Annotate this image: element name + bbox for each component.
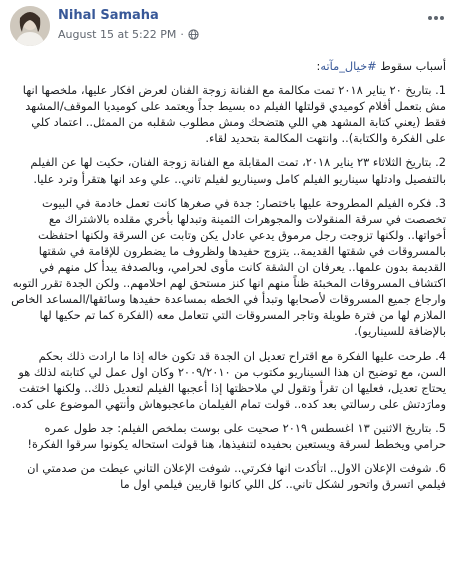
- avatar[interactable]: [10, 6, 50, 46]
- paragraph-2: 2. بتاريخ الثلاثاء ٢٣ يناير ٢٠١٨، تمت المقابلة مع الفنانة زوجة الفنان، حكيت لها عن الفيلم بالتفصيل وادتلها سيناريو الفيلم كامل وسيناريو لفيلم تاني.. علي وعد انها هتقرأ وترد عليا.: [30, 155, 446, 186]
- post-title: [10, 58, 446, 74]
- post-meta: August 15 at 5:22 PM ·: [58, 28, 199, 41]
- post-text: [0, 58, 456, 492]
- hashtag-link[interactable]: #خيال_مآته: [320, 59, 377, 73]
- paragraph-1: 1. بتاريخ ٢٠ يناير ٢٠١٨ تمت مكالمة مع الفنانة زوجة الفنان لعرض افكار عليها، ملخصها انها مش بتعمل أفلام كوميدي قولتلها الفيلم ده بسيط جداً ويعتمد على كوميديا الموقف/المشهد فقط (يعني كتابة المشهد هي اللي هتضحك ومش مطلوب شقلبه من الممثل.. اعتماد كلي على الفكرة والكتابة).. وانتهت المكالمة بتحديد لقاء.: [22, 83, 446, 146]
- paragraph-3: 3. فكره الفيلم المطروحة عليها باختصار: جدة في صغرها كانت تعمل خادمة في البيوت تخصصت في سرقة المنقولات والمجوهرات الثمينة وتبدلها بأخري مقلده بالاشتراك مع أخواتها.. ولكنها تزوجت رجل مرموق يدعي عادل يكن وتابت عن السرقة ولكنها احتفظت بالمسروقات في شقتها القديمة.. يتزوج حفيدها ولظروف ما يضطرون للإقامة في شقتها القديمة بدون علمها.. يعرفان ان الشقة كانت مأوى لحرامي، وبالصدفة يبدأ كل منهم في اكتشاف المسروقات المخبئة ظناً منهم انها كنز مستحق لهم احلامهم.. ولكن الجدة تقرر التوبه وارجاع جميع المسروقات لأصحابها وتبدأ في الخطه بمساعدة حفيدها وسائقها/المساعد الخاص الملازم لها من فترة طويلة وتاجر المسروقات التي تتعامل معه (الفكرة كما تم حكيها لها بالإضافة للسيناريو).: [11, 195, 446, 339]
- author-name[interactable]: Nihal Samaha: [58, 8, 159, 23]
- post-title-suffix: :: [316, 59, 321, 73]
- paragraph-5: 5. بتاريخ الاثنين ١٣ اغسطس ٢٠١٩ صحيت على بوست بملخص الفيلم: جد طول عمره حرامي ويخطط لسرقة ويستعين بحفيده لتنفيذها، هنا قولت استحاله يكونوا سرقوا الفكرة!: [27, 420, 446, 451]
- globe-icon: [188, 29, 199, 40]
- paragraph-4: 4. طرحت عليها الفكرة مع اقتراح تعديل ان الجدة قد تكون خاله إذا ما ارادت ذلك بحكم السن، مع توضيح ان هذا السيناريو مكتوب من ٢٠٠٩/٢٠١٠ وكان اول عمل لي كتابته لذلك هو يحتاج تعديل، فعليها ان تقرأ وتقول لي ملاحظتها إذا أعجبها الفيلم لتعديل ذلك.. ولكنها اختفت ومارَدتش على رسالتي بعد كده.. قولت تمام الفيلمان ماعجبوهاش وأنتهي الموضوع على كده.: [11, 348, 446, 411]
- post-timestamp[interactable]: August 15 at 5:22 PM: [58, 28, 177, 41]
- more-options-icon[interactable]: [428, 16, 444, 22]
- post-header: [0, 0, 456, 56]
- paragraph-6: 6. شوفت الإعلان الاول.. اتأكدت انها فكرتي.. شوفت الإعلان التاني عيطت من صدمتي ان فيلمي اتسرق واتحور لشكل تاني.. كل اللي كانوا قاريين فيلمي اول ما: [27, 461, 446, 492]
- post-title-prefix: أسباب سقوط: [376, 59, 446, 73]
